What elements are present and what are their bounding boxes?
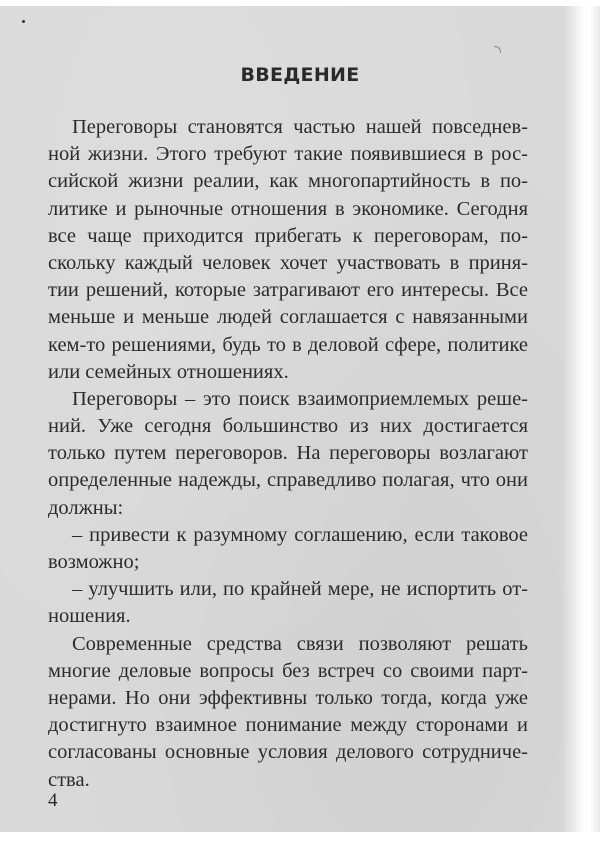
text-line: только путем переговоров. На переговоры возлагают: [48, 442, 528, 465]
text-line: – привести к разумному соглашению, если таковое: [72, 523, 528, 546]
page-number: 4: [48, 790, 58, 811]
chapter-heading: ВВЕДЕНИЕ: [240, 64, 360, 86]
page-edge-shadow: [562, 6, 600, 832]
text-line: или семейных отношениях.: [48, 360, 289, 383]
scan-speck: [22, 20, 25, 23]
text-line: ний. Уже сегодня большинство из них достигается: [48, 415, 528, 438]
text-line: Современные средства связи позволяют решать: [72, 632, 528, 655]
text-line: Переговоры – это поиск взаимоприемлемых реше-: [72, 387, 528, 410]
text-line: ношения.: [48, 605, 131, 628]
text-line: меньше и меньше людей соглашается с навязанными: [48, 306, 528, 329]
text-line: сийской жизни реалии, как многопартийность в по-: [48, 170, 528, 193]
text-line: нерами. Но они эффективны только тогда, когда уже: [48, 686, 528, 709]
text-line: скольку каждый человек хочет участвовать в приня-: [48, 251, 528, 274]
text-line: возможно;: [48, 551, 140, 573]
text-line: литике и рыночные отношения в экономике. Сегодня: [48, 197, 528, 220]
text-line: определенные надежды, справедливо полагая, что они: [48, 469, 528, 492]
text-line: ной жизни. Этого требуют такие появившиеся в рос-: [48, 143, 528, 166]
text-line: должны:: [48, 496, 124, 519]
body-text: [48, 114, 528, 794]
text-line: тии решений, которые затрагивают его интересы. Все: [48, 279, 528, 302]
text-line: все чаще приходится прибегать к переговорам, по-: [48, 224, 528, 247]
text-line: согласованы основные условия делового сотрудниче-: [48, 741, 528, 764]
text-line: – улучшить или, по крайней мере, не испортить от-: [72, 578, 528, 601]
text-line: кем-то решениями, будь то в деловой сфере, политике: [48, 333, 528, 356]
text-line: Переговоры становятся частью нашей повседнев-: [72, 116, 528, 138]
text-line: многие деловые вопросы без встреч со своими парт-: [48, 659, 528, 682]
text-line: достигнуто взаимное понимание между сторонами и: [48, 714, 528, 737]
text-line: ства.: [48, 768, 90, 791]
